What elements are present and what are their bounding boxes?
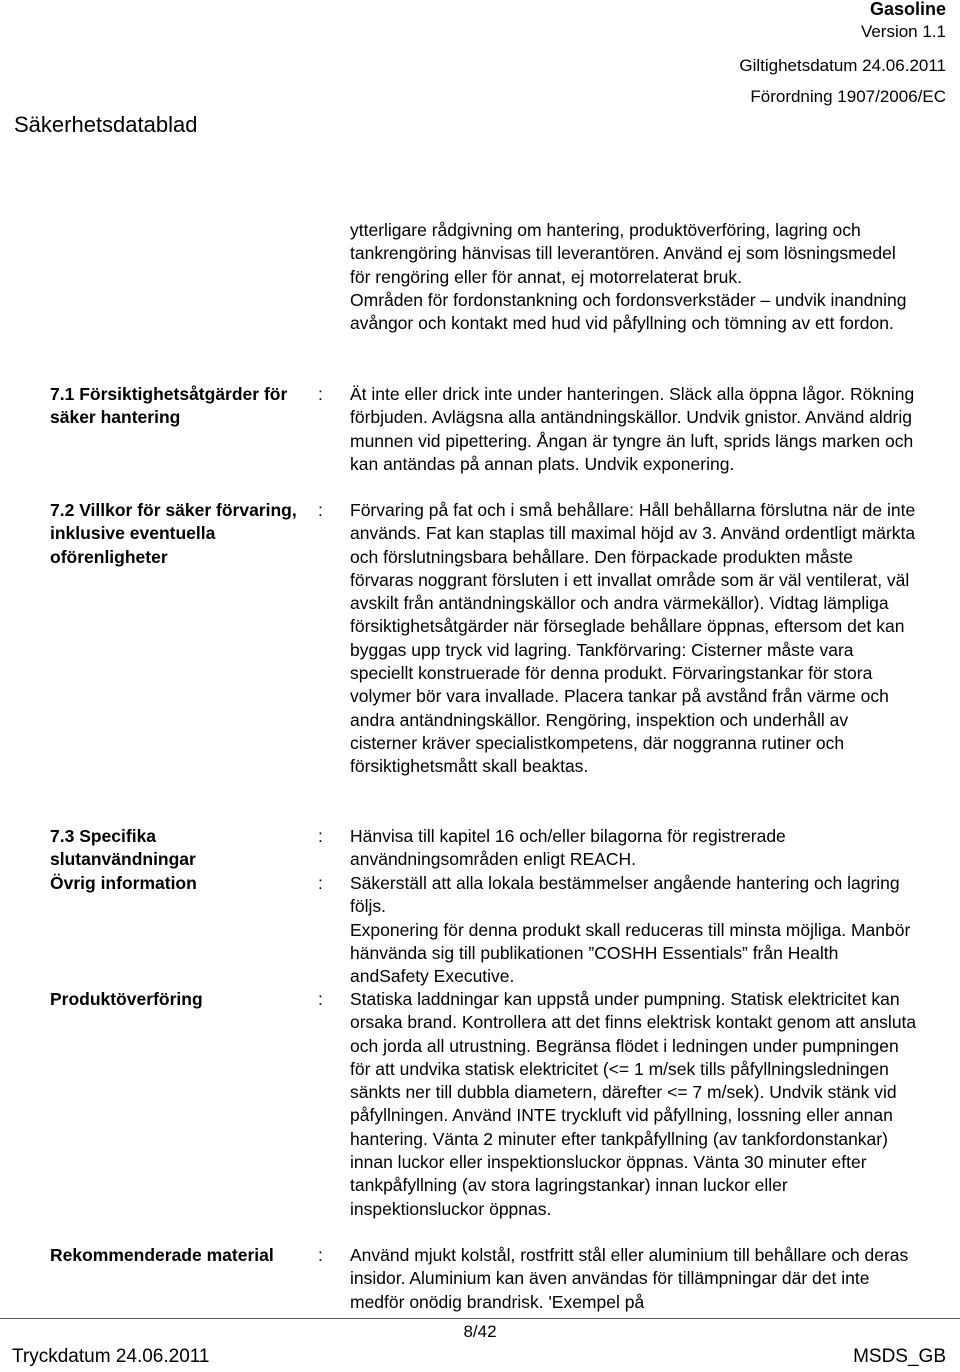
section-label: Produktöverföring — [50, 989, 203, 1009]
label-separator: : — [318, 500, 323, 520]
footer-divider — [0, 1318, 960, 1319]
section-paragraph: Säkerställ att alla lokala bestämmelser angående hantering och lagring följs. — [350, 873, 900, 917]
document-code: MSDS_GB — [853, 1346, 946, 1367]
section-text — [350, 499, 918, 779]
intro-paragraph: ytterligare rådgivning om hantering, produktöverföring, lagring och tankrengöring hänvisas till leverantören. Använd ej som lösningsmedel för rengöring eller för annat, ej motorrelaterat bruk. — [350, 220, 896, 287]
section-paragraph: Ät inte eller drick inte under hanteringen. Släck alla öppna lågor. Rökning förbjuden. Avlägsna alla antändningskällor. Undvik gnistor. Använd aldrig munnen vid pipettering. Ångan är tyngre än luft, sprids längs marken och kan antändas på annan plats. Undvik exponering. — [350, 384, 915, 474]
section-label: 7.3 Specifika slutanvändningar — [50, 826, 196, 870]
intro-text — [350, 219, 918, 335]
section-text — [350, 1244, 918, 1314]
document-title: Säkerhetsdatablad — [14, 112, 198, 137]
version-label: Version 1.1 — [860, 22, 946, 41]
label-separator: : — [318, 384, 323, 404]
validity-date: Giltighetsdatum 24.06.2011 — [739, 56, 946, 75]
section-text — [350, 988, 918, 1221]
section-label: 7.1 Försiktighetsåtgärder för säker hantering — [50, 384, 288, 428]
section-text — [350, 825, 918, 872]
label-separator: : — [318, 826, 323, 846]
section-text — [350, 383, 918, 476]
section-paragraph: Använd mjukt kolstål, rostfritt stål eller aluminium till behållare och deras insidor. Aluminium kan även användas för tillämpningar där det inte medför onödig brandrisk. 'Exempel på — [350, 1245, 909, 1312]
regulation-reference: Förordning 1907/2006/EC — [750, 87, 946, 106]
label-separator: : — [318, 1245, 323, 1265]
section-paragraph: Hänvisa till kapitel 16 och/eller bilagorna för registrerade användningsområden enligt REACH. — [350, 826, 786, 870]
label-separator: : — [318, 989, 323, 1009]
section-paragraph: Exponering för denna produkt skall reduceras till minsta möjliga. Manbör hänvända sig till publikationen ”COSHH Essentials” från Health andSafety Executive. — [350, 919, 911, 987]
product-name: Gasoline — [869, 0, 946, 19]
print-date: Tryckdatum 24.06.2011 — [12, 1346, 210, 1367]
section-paragraph: Statiska laddningar kan uppstå under pumpning. Statisk elektricitet kan orsaka brand. Kontrollera att det finns elektrisk kontakt genom att ansluta och jorda all utrustning. Begränsa flödet i ledningen under pumpningen för att undvika statisk elektricitet (<= 1 m/sek tills påfyllningsledningen sänkts ner till dubbla diametern, därefter <= 7 m/sek). Undvik stänk vid påfyllningen. Använd INTE tryckluft vid påfyllning, lossning eller annan hantering. Vänta 2 minuter efter tankpåfyllning (av tankfordonstankar) innan luckor eller inspektionsluckor öppnas. Vänta 30 minuter efter tankpåfyllning (av stora lagringstankar) innan luckor eller inspektionsluckor öppnas. — [350, 989, 917, 1219]
section-text — [350, 872, 918, 988]
section-label: 7.2 Villkor för säker förvaring, inklusive eventuella oförenligheter — [50, 500, 297, 567]
section-label: Rekommenderade material — [50, 1245, 274, 1265]
intro-paragraph: Områden för fordonstankning och fordonsverkstäder – undvik inandning avångor och kontakt med hud vid påfyllning och tömning av ett fordon. — [350, 289, 907, 334]
section-paragraph: Förvaring på fat och i små behållare: Håll behållarna förslutna när de inte används. Fat kan staplas till maximal höjd av 3. Använd ordentligt märkta och förslutningsbara behållare. Den förpackade produkten måste förvaras noggrant försluten i ett invallat område som är väl ventilerat, väl avskilt från antändningskällor och andra värmekällor). Vidtag lämpliga försiktighetsåtgärder när förseglade behållare öppnas, eftersom det kan byggas upp tryck vid lagring. Tankförvaring: Cisterner måste vara speciellt konstruerade för denna produkt. Förvaringstankar för stora volymer bör vara invallade. Placera tankar på avstånd från värme och andra antändningskällor. Rengöring, inspektion och underhåll av cisterner kräver specialistkompetens, där noggranna rutiner och försiktighetsmått skall beaktas. — [350, 500, 916, 777]
page-number: 8/42 — [463, 1322, 497, 1341]
section-label: Övrig information — [50, 873, 197, 893]
label-separator: : — [318, 873, 323, 893]
